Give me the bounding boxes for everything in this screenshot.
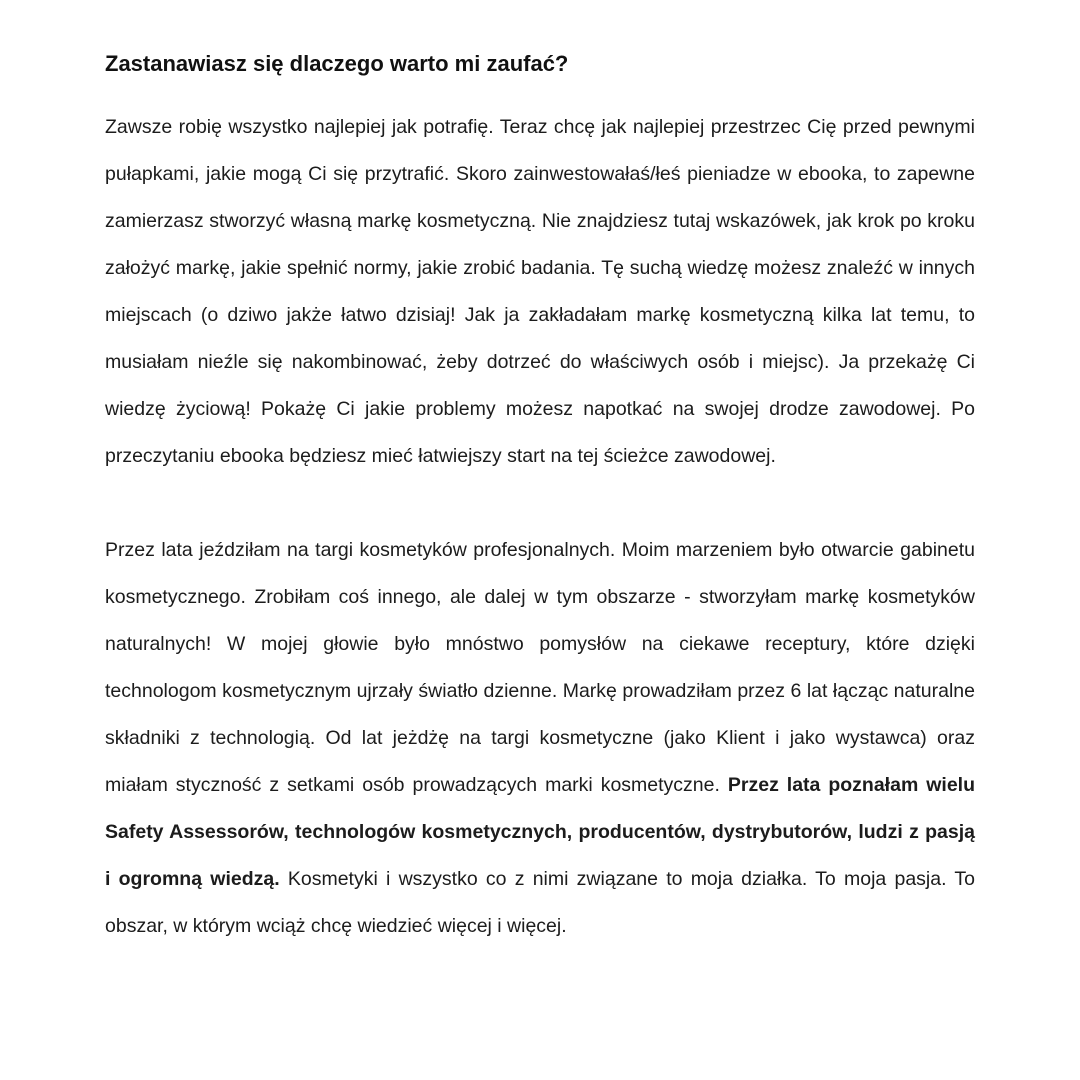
paragraph-2-text-after-bold: Kosmetyki i wszystko co z nimi związane to moja działka. To moja pasja. To obszar, w którym wciąż chcę wiedzieć więcej i więcej. <box>105 868 975 937</box>
paragraph-2 <box>105 527 975 950</box>
paragraph-2-bold-text: Przez lata poznałam wielu Safety Assessorów, technologów kosmetycznych, producentów, dystrybutorów, ludzi z pasją i ogromną wiedzą. <box>105 774 976 890</box>
section-heading: Zastanawiasz się dlaczego warto mi zaufać? <box>105 51 569 76</box>
paragraph-1: Zawsze robię wszystko najlepiej jak potrafię. Teraz chcę jak najlepiej przestrzec Cię przed pewnymi pułapkami, jakie mogą Ci się przytrafić. Skoro zainwestowałaś/łeś pieniadze w ebooka, to zapewne zamierzasz stworzyć własną markę kosmetyczną. Nie znajdziesz tutaj wskazówek, jak krok po kroku założyć markę, jakie spełnić normy, jakie zrobić badania. Tę suchą wiedzę możesz znaleźć w innych miejscach (o dziwo jakże łatwo dzisiaj! Jak ja zakładałam markę kosmetyczną kilka lat temu, to musiałam nieźle się nakombinować, żeby dotrzeć do właściwych osób i miejsc). Ja przekażę Ci wiedzę życiową! Pokażę Ci jakie problemy możesz napotkać na swojej drodze zawodowej. Po przeczytaniu ebooka będziesz mieć łatwiejszy start na tej ścieżce zawodowej. <box>105 116 975 467</box>
paragraph-2-text-before-bold: Przez lata jeździłam na targi kosmetyków profesjonalnych. Moim marzeniem było otwarcie gabinetu kosmetycznego. Zrobiłam coś innego, ale dalej w tym obszarze - stworzyłam markę kosmetyków naturalnych! W mojej głowie było mnóstwo pomysłów na ciekawe receptury, które dzięki technologom kosmetycznym ujrzały światło dzienne. Markę prowadziłam przez 6 lat łącząc naturalne składniki z technologią. Od lat jeżdżę na targi kosmetyczne (jako Klient i jako wystawca) oraz miałam styczność z setkami osób prowadzących marki kosmetyczne. <box>105 539 975 796</box>
